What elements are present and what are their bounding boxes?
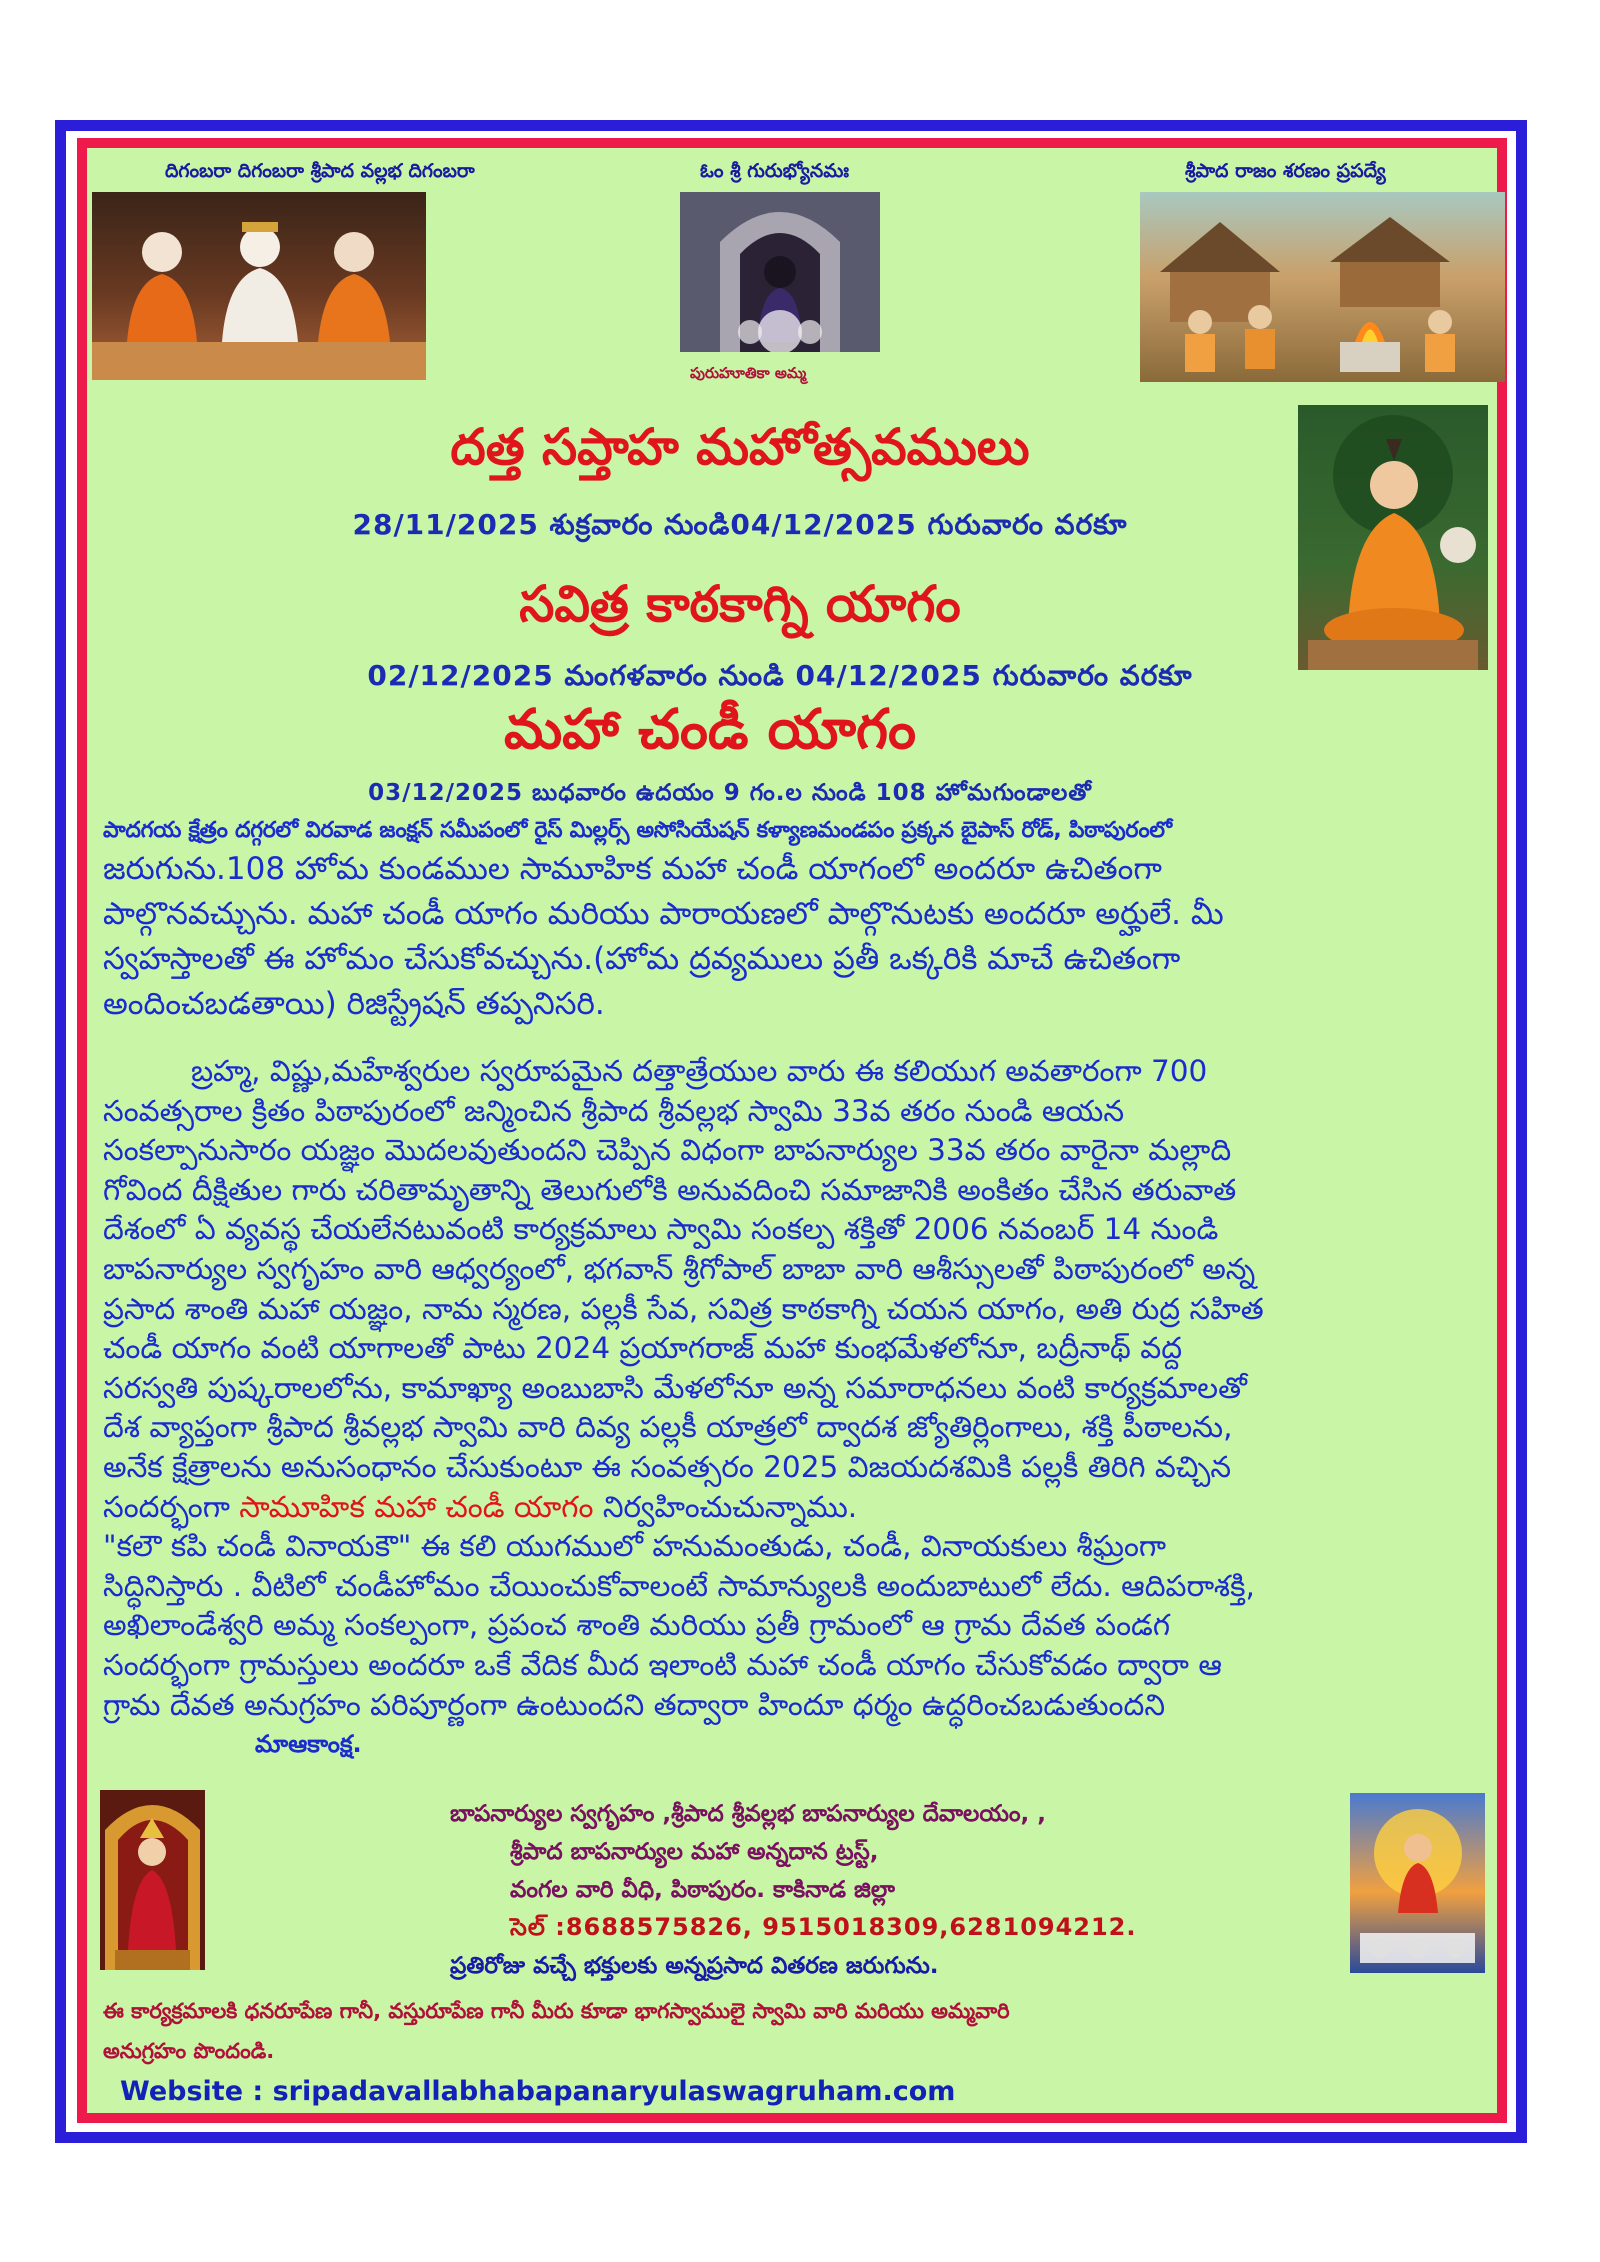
body-line-highlight <box>103 1488 1428 1528</box>
title-maha-chandi-yagam: మహా చండీ యాగం <box>503 697 917 761</box>
body-text: సందర్భంగా <box>103 1489 240 1524</box>
chariot-deity-photo <box>1350 1793 1485 1973</box>
footer-line-2: అనుగ్రహం పొందండి. <box>103 2039 275 2063</box>
body-line: గ్రామ దేవత అనుగ్రహం పరిపూర్ణంగా ఉంటుందని తద్వారా హిందూ ధర్మం ఉద్ధరించబడుతుందని <box>103 1687 1166 1722</box>
body-line: సంవత్సరాల క్రితం పిఠాపురంలో జన్మించిన శ్రీపాద శ్రీవల్లభ స్వామి 33వ తరం నుండి ఆయన <box>103 1093 1125 1128</box>
seated-saint-photo <box>1298 405 1488 670</box>
caption-left: దిగంబరా దిగంబరా శ్రీపాద వల్లభ దిగంబరా <box>165 160 475 182</box>
date-range-3: 03/12/2025 బుధవారం ఉదయం 9 గం.ల నుండి 108 హోమగుండాలతో <box>368 780 1092 806</box>
body-line: సరస్వతి పుష్కరాలలోను, కామాఖ్యా అంబుబాసి మేళలోనూ అన్న సమారాధనలు వంటి కార్యక్రమాలతో <box>103 1370 1247 1405</box>
website-link[interactable]: Website : sripadavallabhabapanaryulaswagruham.com <box>120 2076 956 2107</box>
body-line: బ్రహ్మ, విష్ణు,మహేశ్వరుల స్వరూపమైన దత్తాత్రేయుల వారు ఈ కలియుగ అవతారంగా 700 <box>191 1054 1208 1088</box>
caption-center: ఓం శ్రీ గురుభ్యోనమః <box>700 160 849 182</box>
body-line: సిద్ధినిస్తారు . వీటిలో చండీహోమం చేయించుకోవాలంటే సామాన్యులకి అందుబాటులో లేదు. ఆదిపరాశక్తి, <box>103 1568 1255 1603</box>
address-line-3: వంగల వారి వీధి, పిఠాపురం. కాకినాడ జిల్లా <box>510 1877 895 1903</box>
intro-line: పాదగయ క్షేత్రం దగ్గరలో విరవాడ జంక్షన్ సమీపంలో రైస్ మిల్లర్స్ అసోసియేషన్ కళ్యాణమండపం ప్రక్కన బైపాస్ రోడ్, పిఠాపురంలో <box>103 818 1172 843</box>
body-line: సందర్భంగా గ్రామస్తులు అందరూ ఒకే వేదిక మీద ఇలాంటి మహా చండీ యాగం చేసుకోవడం ద్వారా ఆ <box>103 1647 1222 1682</box>
body-line: దేశ వ్యాప్తంగా శ్రీపాద శ్రీవల్లభ స్వామి వారి దివ్య పల్లకీ యాత్రలో ద్వాదశ జ్యోతిర్లింగాలు, శక్తి పీఠాలను, <box>103 1410 1233 1445</box>
intro-paragraph <box>103 815 1428 1027</box>
footer-line-1: ఈ కార్యక్రమాలకి ధనరూపేణ గానీ, వస్తురూపేణ గానీ మీరు కూడా భాగస్వాములై స్వామి వారి మరియు అమ్మవారి <box>103 1999 1010 2023</box>
intro-line: జరుగును.108 హోమ కుండముల సామూహిక మహా చండీ యాగంలో అందరూ ఉచితంగా <box>103 851 1162 887</box>
intro-line: అందించబడతాయి) రిజిస్ట్రేషన్ తప్పనిసరి. <box>103 986 605 1022</box>
intro-line: స్వహస్తాలతో ఈ హోమం చేసుకోవచ్చును.(హోమ ద్రవ్యములు ప్రతీ ఒక్కరికి మాచే ఉచితంగా <box>103 941 1181 977</box>
body-line: ప్రసాద శాంతి మహా యజ్ఞం, నామ స్మరణ, పల్లకీ సేవ, సవిత్ర కాఠకాగ్ని చయన యాగం, అతి రుద్ర సహిత <box>103 1291 1264 1326</box>
caption-center-below: పురుహూతికా అమ్మ <box>690 364 807 382</box>
date-range-1: 28/11/2025 శుక్రవారం నుండి04/12/2025 గురువారం వరకూ <box>352 508 1128 541</box>
body-line: "కలౌ కపి చండీ వినాయకౌ" ఈ కలి యుగములో హనుమంతుడు, చండీ, వినాయకులు శీఘ్రంగా <box>103 1529 1167 1564</box>
goddess-photo <box>100 1790 205 1970</box>
body-line: అనేక క్షేత్రాలను అనుసంధానం చేసుకుంటూ ఈ సంవత్సరం 2025 విజయదశమికి పల్లకీ తిరిగి వచ్చిన <box>103 1449 1232 1484</box>
body-line: బాపనార్యుల స్వగృహం వారి ఆధ్వర్యంలో, భగవాన్ శ్రీగోపాల్ బాబా వారి ఆశీస్సులతో పిఠాపురంలో అన్న <box>103 1251 1256 1286</box>
title-datta-saptaha: దత్త సప్తాహ మహోత్సవములు <box>450 418 1030 476</box>
body-line: అఖిలాండేశ్వరి అమ్మ సంకల్పంగా, ప్రపంచ శాంతి మరియు ప్రతీ గ్రామంలో ఆ గ్రామ దేవత పండగ <box>103 1608 1171 1643</box>
sages-havan-photo <box>1140 192 1505 382</box>
body-paragraph <box>103 1052 1428 1765</box>
body-line: దేశంలో ఏ వ్యవస్థ చేయలేనటువంటి కార్యక్రమాలు స్వామి సంకల్ప శక్తితో 2006 నవంబర్ 14 నుండి <box>103 1212 1219 1247</box>
date-range-2: 02/12/2025 మంగళవారం నుండి 04/12/2025 గురువారం వరకూ <box>367 659 1193 692</box>
phone-numbers: సెల్ :8688575826, 9515018309,6281094212. <box>510 1913 1137 1941</box>
daily-prasad-note: ప్రతిరోజు వచ్చే భక్తులకు అన్నప్రసాద వితరణ జరుగును. <box>450 1953 939 1979</box>
closing-line: మాఆకాంక్ష. <box>255 1730 362 1759</box>
address-line-2: శ్రీపాద బాపనార్యుల మహా అన్నదాన ట్రస్ట్, <box>510 1839 879 1865</box>
title-savitra-yagam: సవిత్ర కాఠకాగ్ని యాగం <box>519 575 961 633</box>
body-text: నిర్వహించుచున్నాము. <box>593 1489 858 1524</box>
body-line: సంకల్పానుసారం యజ్ఞం మొదలవుతుందని చెప్పిన విధంగా బాపనార్యుల 33వ తరం వారైనా మల్లాది <box>103 1133 1232 1168</box>
highlight-maha-chandi: సామూహిక మహా చండీ యాగం <box>239 1489 594 1524</box>
intro-line: పాల్గొనవచ్చును. మహా చండీ యాగం మరియు పారాయణలో పాల్గొనుటకు అందరూ అర్హులే. మీ <box>103 896 1224 932</box>
deity-idols-photo <box>92 192 426 380</box>
shrine-deity-photo <box>680 192 880 352</box>
address-line-1: బాపనార్యుల స్వగృహం ,శ్రీపాద శ్రీవల్లభ బాపనార్యుల దేవాలయం, , <box>450 1801 1047 1827</box>
caption-right: శ్రీపాద రాజం శరణం ప్రపద్యే <box>1185 160 1386 182</box>
body-line: గోవింద దీక్షితుల గారు చరితామృతాన్ని తెలుగులోకి అనువదించి సమాజానికి అంకితం చేసిన తరువాత <box>103 1172 1237 1207</box>
body-line: చండీ యాగం వంటి యాగాలతో పాటు 2024 ప్రయాగరాజ్ మహా కుంభమేళలోనూ, బద్రీనాథ్ వద్ద <box>103 1331 1183 1366</box>
